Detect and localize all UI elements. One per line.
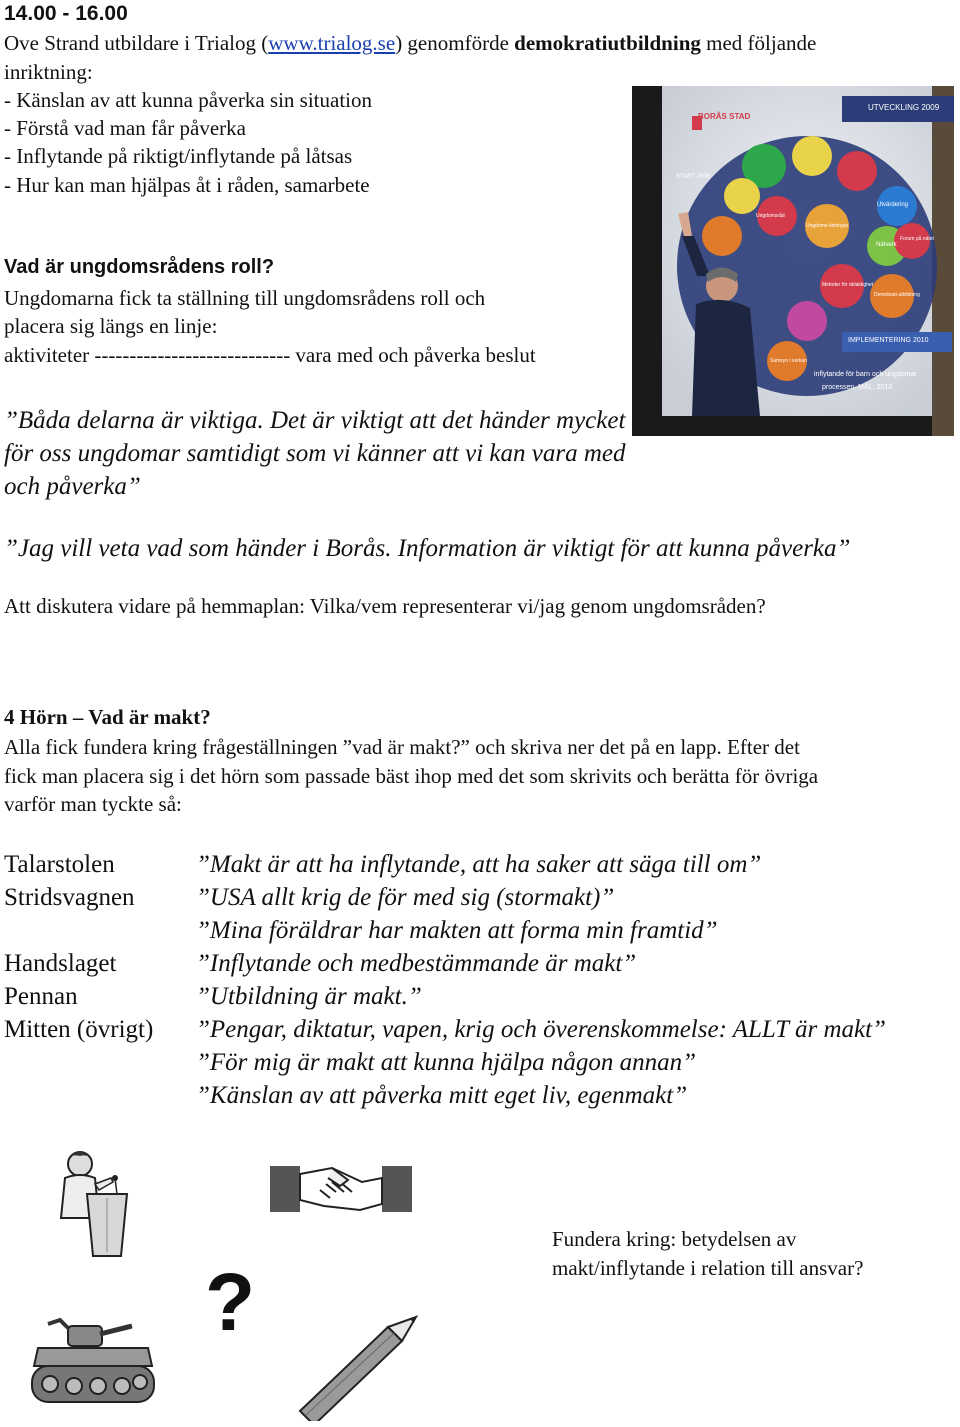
- presentation-photo: [632, 86, 954, 436]
- intro-text-pre: Ove Strand utbildare i Trialog (: [4, 31, 269, 55]
- discussion-question: Att diskutera vidare på hemmaplan: Vilka/vem representerar vi/jag genom ungdomsråden?: [4, 594, 766, 618]
- photo-bottom-1: inflytande för barn och ungdomar: [814, 371, 917, 378]
- question-mark-icon: ?: [205, 1257, 256, 1348]
- intro-line: [4, 29, 816, 58]
- quote-line: ”Jag vill veta vad som händer i Borås. Information är viktigt för att kunna påverka”: [4, 535, 851, 562]
- corner-label: Pennan: [4, 983, 78, 1010]
- bullet-item: - Förstå vad man får påverka: [4, 116, 246, 140]
- intro-text-mid: ) genomförde: [395, 31, 515, 55]
- makt-quote: ”Känslan av att påverka mitt eget liv, egenmakt”: [196, 1082, 688, 1109]
- photo-logo: BORÅS STAD: [698, 112, 751, 121]
- makt-quote: ”Pengar, diktatur, vapen, krig och överenskommelse: ALLT är makt”: [196, 1016, 886, 1043]
- bullet-item: - Inflytande på riktigt/inflytande på låtsas: [4, 144, 353, 168]
- makt-quote: ”Inflytande och medbestämmande är makt”: [196, 950, 637, 977]
- trialog-link[interactable]: www.trialog.se: [268, 31, 396, 55]
- corner-label: Stridsvagnen: [4, 884, 135, 911]
- photo-bubble: Forum på nätet: [900, 236, 934, 242]
- roll-line: placera sig längs en linje:: [4, 314, 218, 338]
- roll-heading: Vad är ungdomsrådens roll?: [4, 256, 275, 278]
- quote-line: och påverka”: [4, 473, 141, 500]
- corner-label: Mitten (övrigt): [4, 1016, 154, 1043]
- photo-bubble: Utvärdering: [877, 202, 909, 208]
- photo-bubble: Metoder för delaktighet: [822, 282, 874, 288]
- roll-line: Ungdomarna fick ta ställning till ungdomsrådens roll och: [4, 286, 486, 310]
- intro-text-post: med följande: [700, 31, 817, 55]
- photo-bubble: Ungdoms-tidningar: [806, 223, 849, 229]
- makt-quote: ”USA allt krig de för med sig (stormakt)”: [196, 884, 615, 911]
- pencil-icon: [290, 1315, 420, 1421]
- makt-quote: ”Makt är att ha inflytande, att ha saker att säga till om”: [196, 851, 762, 878]
- photo-start: START 2008: [676, 174, 711, 180]
- roll-line: aktiviteter ---------------------------- vara med och påverka beslut: [4, 343, 536, 367]
- photo-bubble: Ungdomsråd: [756, 213, 785, 219]
- makt-line: Alla fick fundera kring frågeställningen ”vad är makt?” och skriva ner det på en lapp. Efter det: [4, 735, 800, 759]
- bullet-item: - Hur kan man hjälpas åt i råden, samarbete: [4, 173, 370, 197]
- bullet-item: - Känslan av att kunna påverka sin situation: [4, 88, 372, 112]
- intro-bold: demokratiutbildning: [514, 31, 701, 55]
- closing-line: Fundera kring: betydelsen av: [552, 1227, 797, 1251]
- quote-line: ”Båda delarna är viktiga. Det är viktigt att det händer mycket: [4, 407, 626, 434]
- photo-bottom-2: processen. MÅL: 2013: [822, 384, 893, 391]
- photo-banner: UTVECKLING 2009: [868, 103, 940, 112]
- speaker-lectern-icon: [55, 1148, 145, 1258]
- photo-bubble: Demokrati-utbildning: [874, 292, 920, 298]
- handshake-icon: [270, 1160, 412, 1218]
- quote-line: för oss ungdomar samtidigt som vi känner att vi kan vara med: [4, 440, 626, 467]
- corner-label: Talarstolen: [4, 851, 115, 878]
- intro-line-2: inriktning:: [4, 60, 93, 84]
- makt-quote: ”Utbildning är makt.”: [196, 983, 422, 1010]
- makt-line: fick man placera sig i det hörn som passade bäst ihop med det som skrivits och berätta för övriga: [4, 764, 819, 788]
- photo-bubble: Samsyn i verkan: [770, 358, 807, 364]
- photo-bubble: Nätverk: [876, 242, 897, 248]
- tank-icon: [28, 1312, 158, 1412]
- time-heading: 14.00 - 16.00: [4, 2, 128, 25]
- corner-label: Handslaget: [4, 950, 117, 977]
- makt-line: varför man tyckte så:: [4, 792, 182, 816]
- closing-line: makt/inflytande i relation till ansvar?: [552, 1256, 864, 1280]
- photo-impl: IMPLEMENTERING 2010: [848, 337, 929, 344]
- makt-quote: ”Mina föräldrar har makten att forma min framtid”: [196, 917, 718, 944]
- makt-heading: 4 Hörn – Vad är makt?: [4, 705, 211, 729]
- makt-quote: ”För mig är makt att kunna hjälpa någon annan”: [196, 1049, 697, 1076]
